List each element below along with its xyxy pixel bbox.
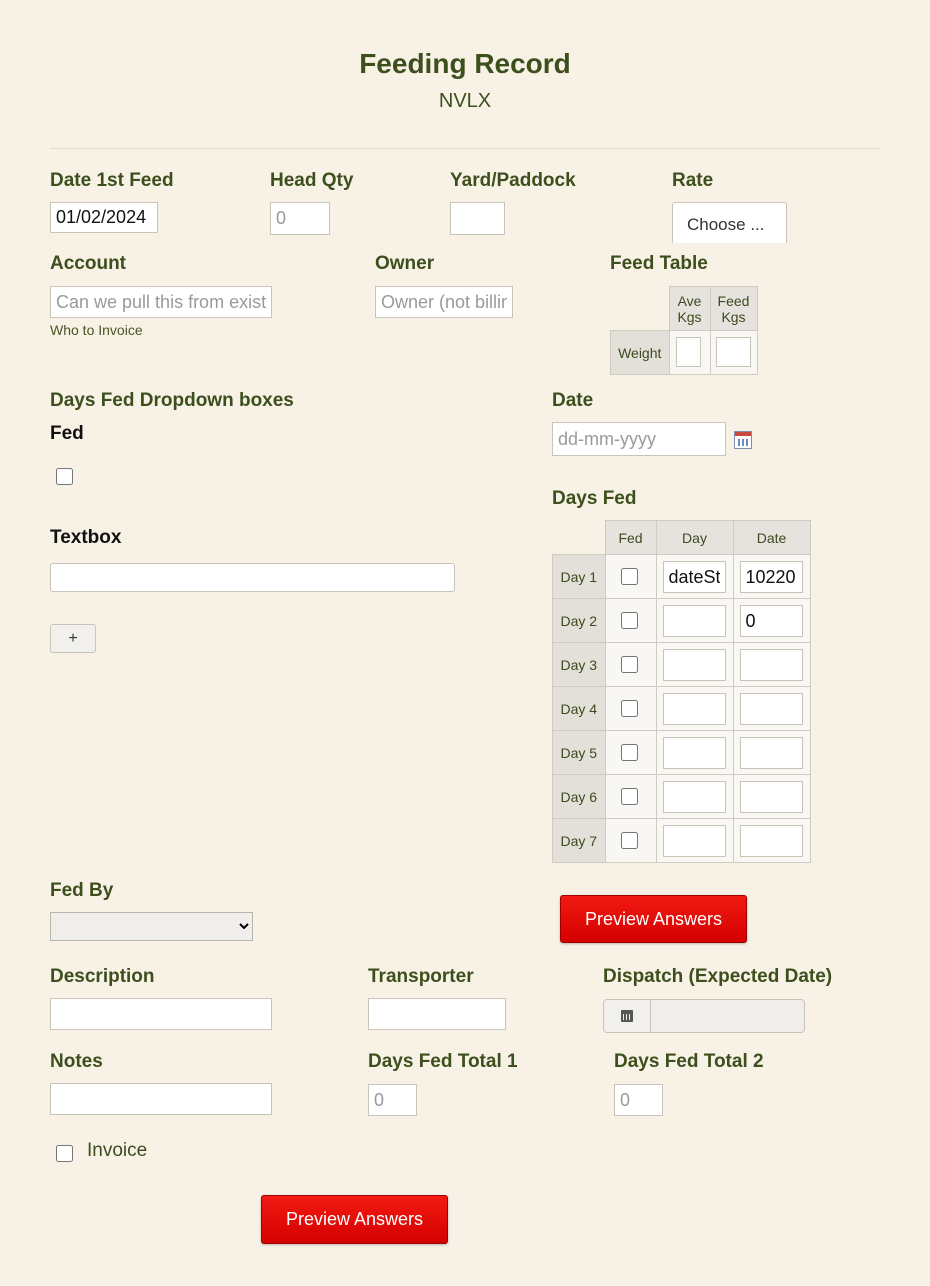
transporter-label: Transporter xyxy=(368,966,474,987)
fed-checkbox[interactable] xyxy=(56,468,73,485)
feed-table-row-weight: Weight xyxy=(611,331,670,375)
days-fed-col-date: Date xyxy=(733,521,810,555)
calendar-icon xyxy=(621,1010,633,1022)
feed-table xyxy=(610,286,758,375)
rate-choose-button[interactable]: Choose ... xyxy=(672,202,787,243)
date-cell-input[interactable] xyxy=(740,825,803,857)
days-fed-table xyxy=(552,520,811,863)
transporter-input[interactable] xyxy=(368,998,506,1030)
owner-label: Owner xyxy=(375,253,435,274)
day-fed-checkbox[interactable] xyxy=(621,612,638,629)
fed-by-select[interactable] xyxy=(50,912,253,941)
description-input[interactable] xyxy=(50,998,272,1030)
date-cell-input[interactable] xyxy=(740,605,803,637)
day-row-label: Day 1 xyxy=(553,555,606,599)
date-input[interactable] xyxy=(552,422,726,456)
date-label: Date xyxy=(552,390,594,411)
account-label: Account xyxy=(50,253,126,274)
days-fed-col-fed: Fed xyxy=(605,521,656,555)
page-subtitle: NVLX xyxy=(438,90,492,112)
table-row xyxy=(553,643,811,687)
owner-input[interactable] xyxy=(375,286,513,318)
table-row xyxy=(553,775,811,819)
yard-paddock-label: Yard/Paddock xyxy=(450,170,576,191)
table-row xyxy=(553,555,811,599)
day-fed-checkbox[interactable] xyxy=(621,568,638,585)
day-input[interactable] xyxy=(663,693,726,725)
date-cell-input[interactable] xyxy=(740,693,803,725)
day-input[interactable] xyxy=(663,737,726,769)
day-row-label: Day 5 xyxy=(553,731,606,775)
notes-input[interactable] xyxy=(50,1083,272,1115)
feed-table-label: Feed Table xyxy=(610,253,708,274)
feed-table-col-ave-kgs: Ave Kgs xyxy=(669,287,710,331)
calendar-icon[interactable] xyxy=(734,431,752,449)
day-input[interactable] xyxy=(663,561,726,593)
day-fed-checkbox[interactable] xyxy=(621,788,638,805)
days-fed-col-day: Day xyxy=(656,521,733,555)
day-row-label: Day 4 xyxy=(553,687,606,731)
day-row-label: Day 3 xyxy=(553,643,606,687)
date-first-feed-input[interactable] xyxy=(50,202,158,233)
add-row-button[interactable]: + xyxy=(50,624,96,653)
account-input[interactable] xyxy=(50,286,272,318)
date-cell-input[interactable] xyxy=(740,561,803,593)
header-divider xyxy=(50,148,880,149)
day-fed-checkbox[interactable] xyxy=(621,744,638,761)
feed-table-col-feed-kgs: Feed Kgs xyxy=(710,287,757,331)
date-cell-input[interactable] xyxy=(740,737,803,769)
day-row-label: Day 6 xyxy=(553,775,606,819)
table-row xyxy=(553,731,811,775)
preview-answers-button-bottom[interactable]: Preview Answers xyxy=(261,1195,448,1244)
head-qty-label: Head Qty xyxy=(270,170,354,191)
day-fed-checkbox[interactable] xyxy=(621,832,638,849)
day-input[interactable] xyxy=(663,649,726,681)
day-row-label: Day 2 xyxy=(553,599,606,643)
days-fed-dropdown-label: Days Fed Dropdown boxes xyxy=(50,390,294,411)
table-row xyxy=(553,819,811,863)
dispatch-label: Dispatch (Expected Date) xyxy=(603,966,833,987)
rate-label: Rate xyxy=(672,170,714,191)
invoice-label: Invoice xyxy=(87,1140,148,1161)
dispatch-calendar-button[interactable] xyxy=(604,1000,651,1032)
days-fed-label: Days Fed xyxy=(552,488,637,509)
preview-answers-button[interactable]: Preview Answers xyxy=(560,895,747,943)
fed-by-label: Fed By xyxy=(50,880,114,901)
invoice-checkbox[interactable] xyxy=(56,1145,73,1162)
notes-label: Notes xyxy=(50,1051,103,1072)
textbox-label: Textbox xyxy=(50,527,122,548)
yard-paddock-input[interactable] xyxy=(450,202,505,235)
day-input[interactable] xyxy=(663,781,726,813)
textbox-input[interactable] xyxy=(50,563,455,592)
head-qty-input[interactable] xyxy=(270,202,330,235)
day-input[interactable] xyxy=(663,825,726,857)
fed-label: Fed xyxy=(50,423,84,444)
day-row-label: Day 7 xyxy=(553,819,606,863)
day-fed-checkbox[interactable] xyxy=(621,700,638,717)
account-sublabel: Who to Invoice xyxy=(50,322,143,338)
date-cell-input[interactable] xyxy=(740,781,803,813)
table-row xyxy=(553,687,811,731)
days-fed-total-1-input[interactable] xyxy=(368,1084,417,1116)
day-fed-checkbox[interactable] xyxy=(621,656,638,673)
feed-kgs-input[interactable] xyxy=(716,337,751,367)
date-cell-input[interactable] xyxy=(740,649,803,681)
days-fed-total-2-input[interactable] xyxy=(614,1084,663,1116)
description-label: Description xyxy=(50,966,155,987)
days-fed-total-1-label: Days Fed Total 1 xyxy=(368,1051,518,1072)
date-first-feed-label: Date 1st Feed xyxy=(50,170,174,191)
day-input[interactable] xyxy=(663,605,726,637)
dispatch-date-field[interactable] xyxy=(603,999,805,1033)
table-row xyxy=(553,599,811,643)
days-fed-total-2-label: Days Fed Total 2 xyxy=(614,1051,764,1072)
ave-kgs-input[interactable] xyxy=(676,337,701,367)
page-title: Feeding Record xyxy=(359,48,571,79)
